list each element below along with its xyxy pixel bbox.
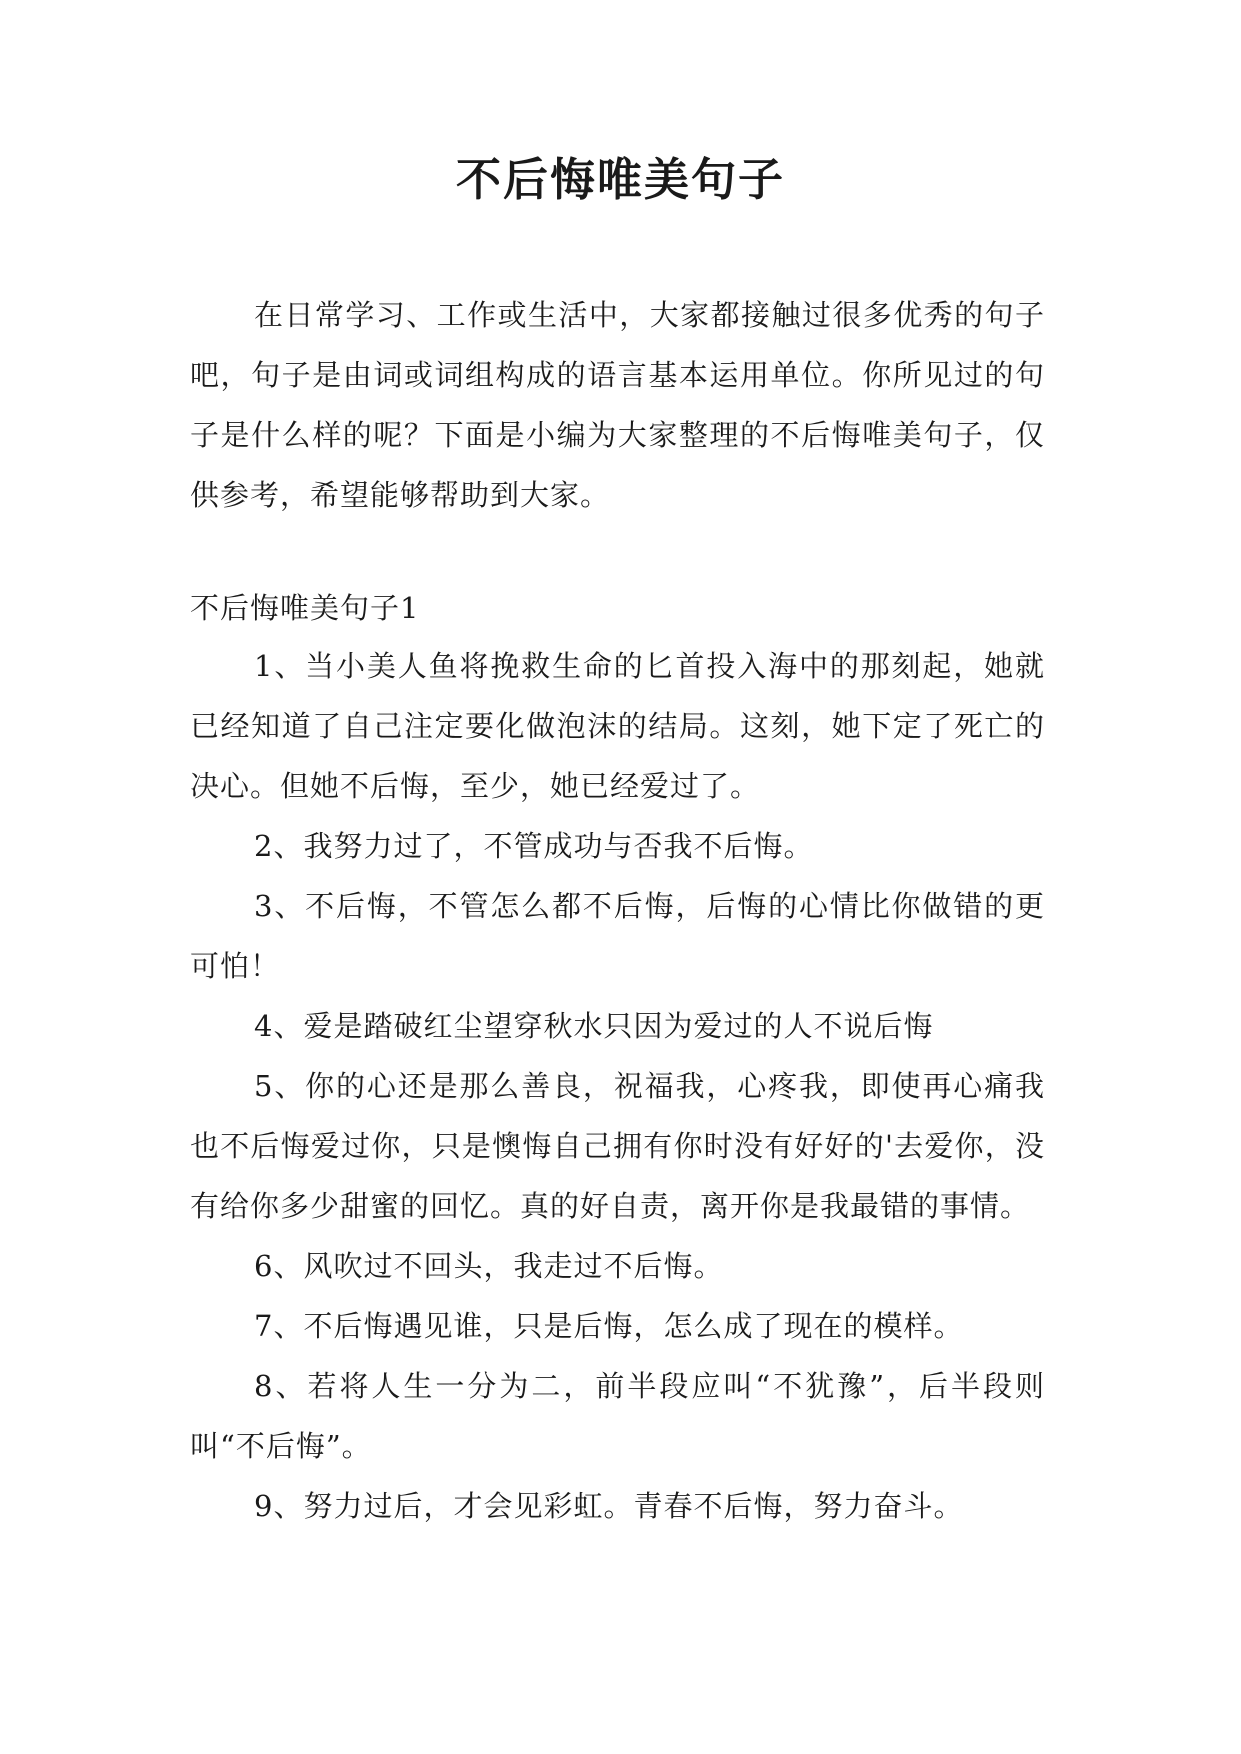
list-item: 5、你的心还是那么善良，祝福我，心疼我，即使再心痛我也不后悔爱过你，只是懊悔自己拥有你时没有好好的'去爱你，没有给你多少甜蜜的回忆。真的好自责，离开你是我最错的事情。 [190,1069,1045,1223]
list-item: 6、风吹过不回头，我走过不后悔。 [254,1249,724,1283]
section-heading: 不后悔唯美句子1 [190,591,420,625]
page-title: 不后悔唯美句子 [455,153,785,206]
list-item: 8、若将人生一分为二，前半段应叫“不犹豫”，后半段则叫“不后悔”。 [190,1369,1045,1463]
intro-paragraph: 在日常学习、工作或生活中，大家都接触过很多优秀的句子吧，句子是由词或词组构成的语言基本运用单位。你所见过的句子是什么样的呢？下面是小编为大家整理的不后悔唯美句子，仅供参考，希望能够帮助到大家。 [190,298,1045,512]
list-item: 1、当小美人鱼将挽救生命的匕首投入海中的那刻起，她就已经知道了自己注定要化做泡沫的结局。这刻，她下定了死亡的决心。但她不后悔，至少，她已经爱过了。 [190,649,1045,803]
list-item: 3、不后悔，不管怎么都不后悔，后悔的心情比你做错的更可怕！ [190,889,1045,983]
sentence-list [190,636,1045,1536]
list-item: 9、努力过后，才会见彩虹。青春不后悔，努力奋斗。 [254,1489,964,1523]
list-item: 7、不后悔遇见谁，只是后悔，怎么成了现在的模样。 [254,1309,964,1343]
list-item: 4、爱是踏破红尘望穿秋水只因为爱过的人不说后悔 [254,1009,934,1043]
list-item: 2、我努力过了，不管成功与否我不后悔。 [254,829,814,863]
